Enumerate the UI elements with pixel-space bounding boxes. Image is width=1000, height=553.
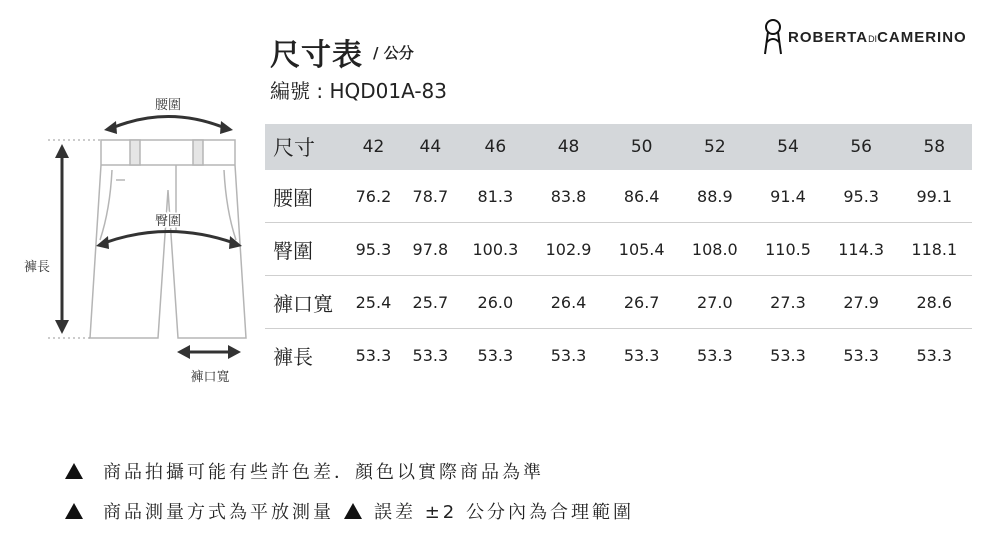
table-cell: 86.4 (605, 170, 678, 223)
table-cell: 53.3 (355, 345, 392, 365)
table-row (265, 276, 971, 329)
table-row (265, 170, 971, 223)
size-cell: 50 (605, 124, 678, 170)
size-cell: 48 (532, 124, 605, 170)
table-cell: 53.3 (623, 345, 660, 365)
table-cell: 53.3 (697, 345, 733, 365)
table-cell: 26.7 (605, 276, 678, 329)
table-cell: 114.3 (825, 223, 898, 276)
length-arrow-icon (55, 144, 69, 334)
note-text: 誤差 ±2 公分內為合理範圍 (374, 502, 634, 523)
table-cell: 95.3 (825, 170, 898, 223)
table-cell: 81.3 (459, 170, 532, 223)
table-cell: 88.9 (678, 170, 751, 223)
table-cell: 99.1 (898, 170, 971, 223)
table-cell: 83.8 (532, 170, 605, 223)
table-cell: 53.3 (550, 345, 587, 365)
length-label: 褲長 (23, 260, 51, 275)
table-cell: 105.4 (605, 223, 678, 276)
hip-arrow-icon (96, 232, 242, 250)
size-cell: 58 (898, 124, 971, 170)
triangle-bullet-icon (344, 503, 362, 519)
table-cell: 53.3 (770, 345, 806, 365)
brand-logo (762, 18, 967, 56)
notes-section (65, 458, 634, 538)
triangle-bullet-icon (65, 503, 83, 519)
table-cell: 28.6 (898, 276, 971, 329)
note-text: 商品測量方式為平放測量 (103, 502, 334, 523)
waist-label: 腰圍 (154, 98, 182, 113)
row-label: 褲長 (273, 344, 313, 369)
page-title: 尺寸表 (270, 38, 363, 73)
table-row (265, 223, 971, 276)
unit-label: / 公分 (373, 44, 414, 62)
brand-name: ROBERTADICAMERINO (788, 28, 967, 46)
table-cell: 27.3 (751, 276, 824, 329)
size-header-row (265, 124, 971, 170)
row-label: 臀圍 (265, 223, 345, 276)
row-label: 褲口寬 (265, 276, 345, 329)
size-cell: 52 (678, 124, 751, 170)
table-row (265, 329, 971, 382)
table-cell: 76.2 (345, 170, 402, 223)
model-number: 編號 : HQD01A-83 (270, 79, 447, 103)
table-cell: 27.0 (678, 276, 751, 329)
hem-arrow-icon (177, 345, 241, 359)
size-cell: 42 (345, 124, 402, 170)
table-cell: 53.3 (477, 345, 514, 365)
table-cell: 25.7 (402, 276, 459, 329)
note-line (65, 498, 634, 524)
triangle-bullet-icon (65, 463, 83, 479)
brand-emblem-icon (762, 18, 784, 56)
table-cell: 102.9 (532, 223, 605, 276)
size-cell: 56 (825, 124, 898, 170)
table-cell: 26.0 (459, 276, 532, 329)
table-cell: 91.4 (751, 170, 824, 223)
size-cell: 54 (751, 124, 824, 170)
note-text: 商品拍攝可能有些許色差．顏色以實際商品為準 (103, 462, 544, 483)
table-cell: 26.4 (532, 276, 605, 329)
hip-label: 臀圍 (154, 214, 182, 229)
table-cell: 100.3 (459, 223, 532, 276)
note-line (65, 458, 634, 484)
table-cell: 95.3 (345, 223, 402, 276)
table-cell: 118.1 (898, 223, 971, 276)
table-cell: 53.3 (412, 345, 449, 365)
table-cell: 108.0 (678, 223, 751, 276)
table-cell: 25.4 (345, 276, 402, 329)
waist-arrow-icon (104, 117, 233, 135)
size-header-label: 尺寸 (265, 124, 345, 170)
table-cell: 53.3 (916, 345, 953, 365)
size-cell: 46 (459, 124, 532, 170)
row-label: 腰圍 (265, 170, 345, 223)
size-table (265, 124, 971, 381)
table-cell: 53.3 (843, 345, 879, 365)
hem-label: 褲口寬 (190, 370, 230, 385)
table-cell: 97.8 (402, 223, 459, 276)
table-cell: 110.5 (751, 223, 824, 276)
table-cell: 78.7 (402, 170, 459, 223)
size-cell: 44 (402, 124, 459, 170)
shorts-diagram (0, 80, 270, 400)
table-cell: 27.9 (825, 276, 898, 329)
